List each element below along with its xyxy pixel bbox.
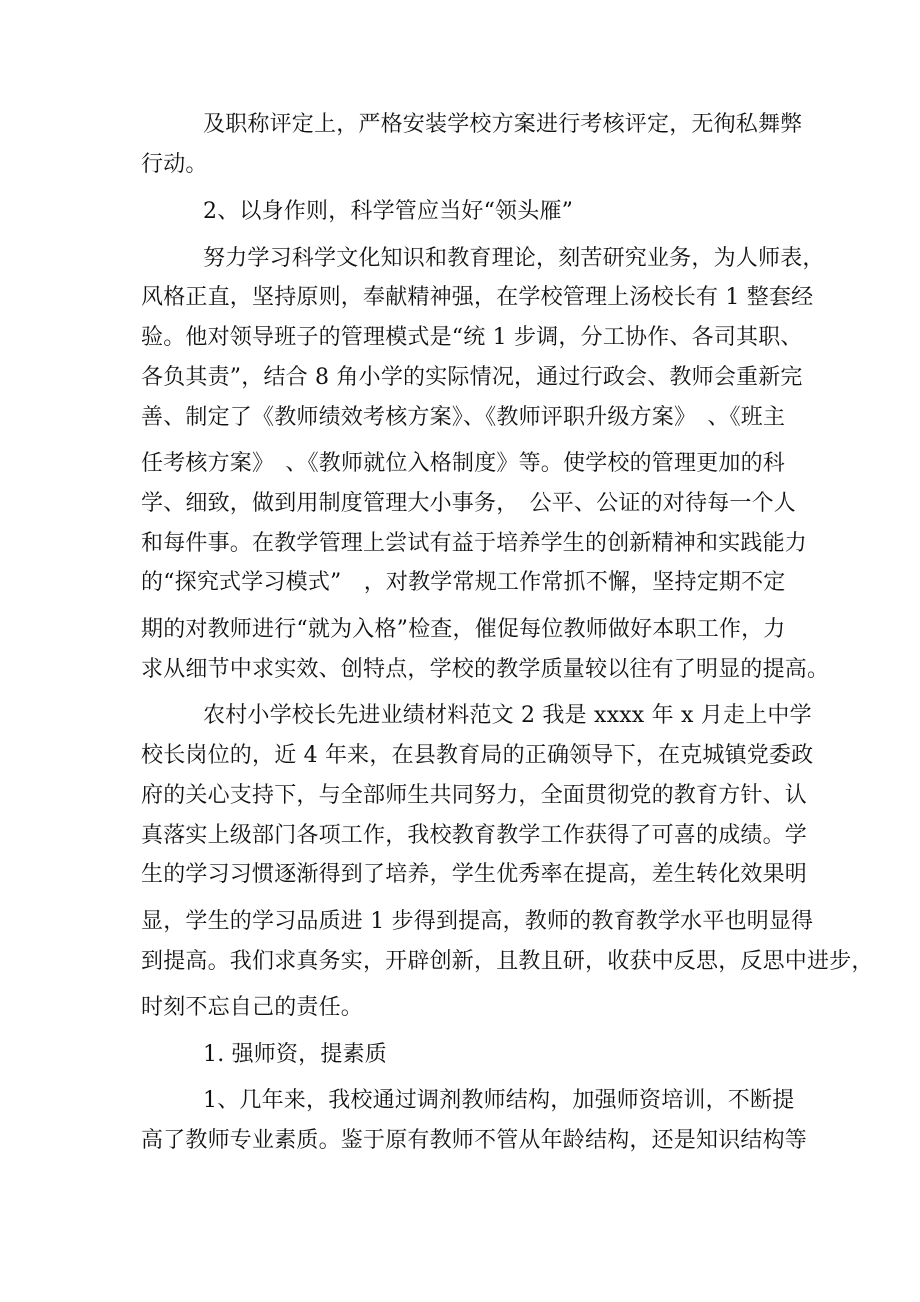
text-line-6: 验。他对领导班子的管理模式是“统 1 步调，分工协作、各司其职、: [141, 325, 803, 350]
text-line-12: 的“探究式学习模式” ，对教学常规工作常抓不懈，坚持定期不定: [141, 570, 786, 595]
text-line-7: 各负其责”，结合 8 角小学的实际情况，通过行政会、教师会重新完: [141, 365, 803, 390]
text-line-20: 显，学生的学习品质进 1 步得到提高，教师的教育教学水平也明显得: [141, 909, 814, 934]
text-line-8: 善、制定了《教师绩效考核方案》、《教师评职升级方案》 、《班主: [141, 405, 786, 430]
section-heading-2: 2、以身作则，科学管应当好“领头雁”: [203, 199, 574, 224]
text-line-2: 行动。: [141, 152, 208, 177]
text-line-1: 及职称评定上，严格安装学校方案进行考核评定，无徇私舞弊: [203, 112, 803, 137]
text-line-25: 高了教师专业素质。鉴于原有教师不管从年龄结构，还是知识结构等: [141, 1128, 808, 1153]
text-line-15: 农村小学校长先进业绩材料范文 2 我是 xxxx 年 x 月走上中学: [203, 703, 812, 728]
text-line-21: 到提高。我们求真务实，开辟创新，且教且研，收获中反思，反思中进步，: [141, 949, 874, 974]
text-line-22: 时刻不忘自己的责任。: [141, 995, 364, 1020]
section-heading-1: 1. 强师资，提素质: [203, 1042, 387, 1067]
text-line-13: 期的对教师进行“就为入格”检查，催促每位教师做好本职工作，力: [141, 617, 786, 642]
text-line-4: 努力学习科学文化知识和教育理论，刻苦研究业务，为人师表，: [203, 246, 825, 271]
text-line-14: 求从细节中求实效、创特点，学校的教学质量较以往有了明显的提高。: [141, 657, 830, 682]
text-line-11: 和每件事。在教学管理上尝试有益于培养学生的创新精神和实践能力: [141, 531, 808, 556]
text-line-19: 生的学习习惯逐渐得到了培养，学生优秀率在提高，差生转化效果明: [141, 862, 808, 887]
text-line-24: 1、几年来，我校通过调剂教师结构，加强师资培训，不断提: [203, 1088, 795, 1113]
text-line-18: 真落实上级部门各项工作，我校教育教学工作获得了可喜的成绩。学: [141, 823, 808, 848]
text-line-5: 风格正直，坚持原则，奉献精神强，在学校管理上汤校长有 1 整套经: [141, 285, 814, 310]
text-line-17: 府的关心支持下，与全部师生共同努力，全面贯彻党的教育方针、认: [141, 783, 808, 808]
text-line-9: 任考核方案》 、《教师就位入格制度》等。使学校的管理更加的科: [141, 451, 786, 476]
text-line-16: 校长岗位的，近 4 年来，在县教育局的正确领导下，在克城镇党委政: [141, 743, 814, 768]
text-line-10: 学、细致，做到用制度管理大小事务， 公平、公证的对待每一个人: [141, 491, 797, 516]
